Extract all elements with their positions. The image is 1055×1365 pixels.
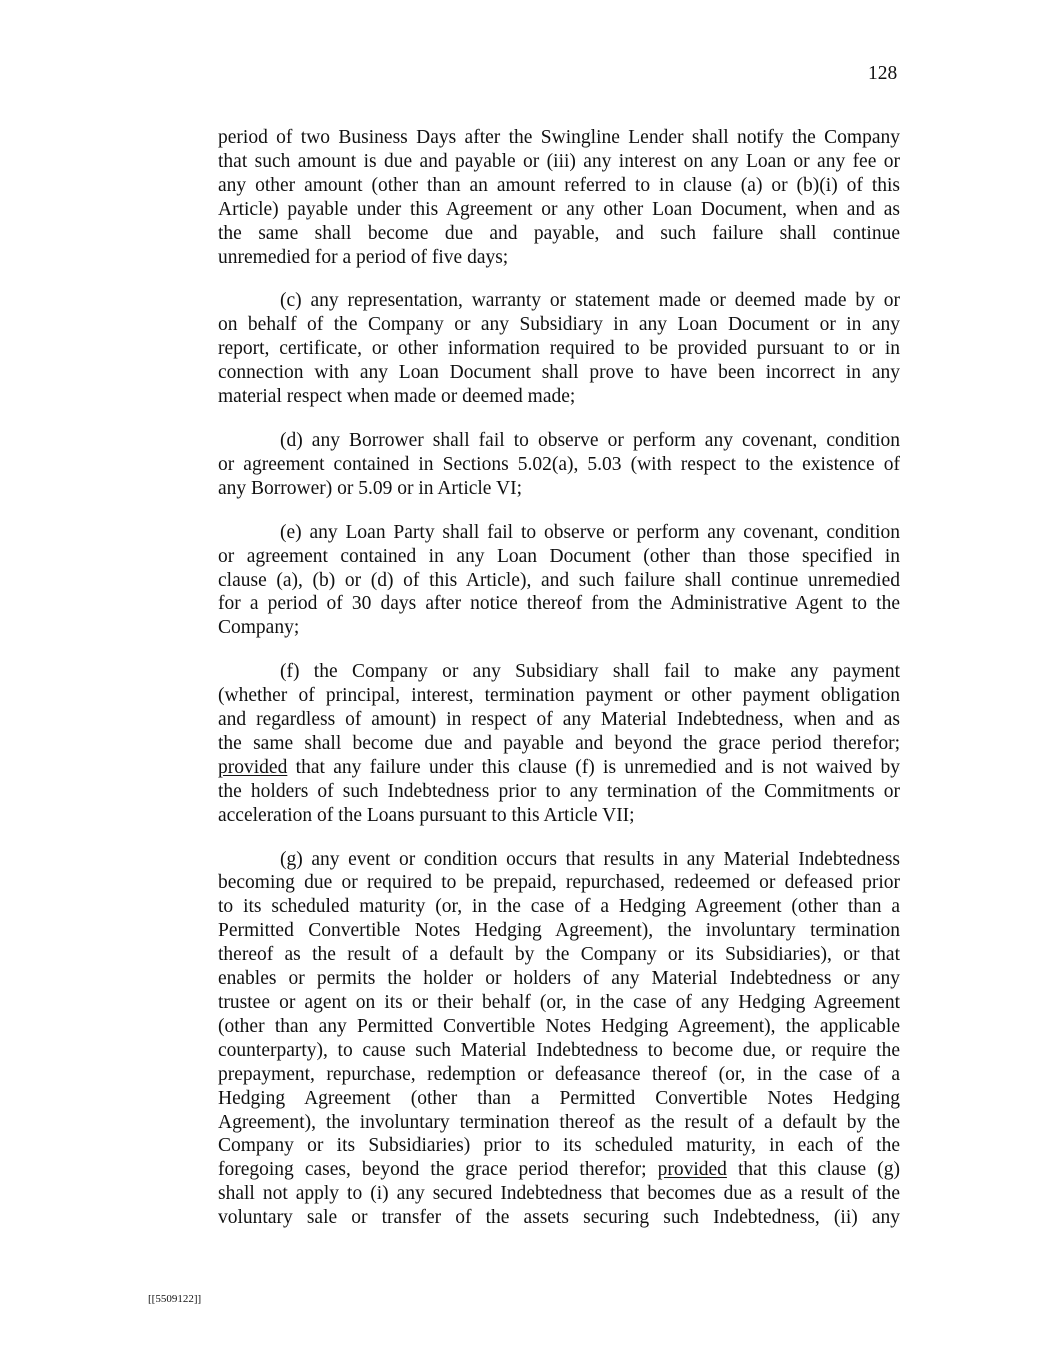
- text-line: shall not apply to (i) any secured Indebtedness that becomes due as a result of the: [218, 1183, 900, 1205]
- text-segment: foregoing cases, beyond the grace period therefor;: [218, 1159, 658, 1181]
- text-line: clause (a), (b) or (d) of this Article), and such failure shall continue unremedied: [218, 569, 900, 591]
- text-line: and regardless of amount) in respect of any Material Indebtedness, when and as: [218, 709, 900, 731]
- text-line: (other than any Permitted Convertible Notes Hedging Agreement), the applicable: [218, 1015, 900, 1037]
- text-line: any other amount (other than an amount referred to in clause (a) or (b)(i) of this: [218, 174, 900, 196]
- text-line: prepayment, repurchase, redemption or defeasance thereof (or, in the case of a: [218, 1063, 900, 1085]
- text-line: (c) any representation, warranty or statement made or deemed made by or: [280, 290, 900, 312]
- text-line: that such amount is due and payable or (iii) any interest on any Loan or any fee or: [218, 150, 900, 172]
- text-line: (d) any Borrower shall fail to observe or perform any covenant, condition: [280, 429, 900, 451]
- text-line: (f) the Company or any Subsidiary shall fail to make any payment: [280, 661, 900, 683]
- text-line: material respect when made or deemed made;: [218, 386, 576, 408]
- text-line: for a period of 30 days after notice thereof from the Administrative Agent to the: [218, 593, 900, 615]
- text-segment: that this clause (g): [726, 1159, 900, 1181]
- text-line: or agreement contained in Sections 5.02(a), 5.03 (with respect to the existence of: [218, 453, 900, 475]
- text-line: report, certificate, or other information required to be provided pursuant to or in: [218, 338, 900, 360]
- text-line: connection with any Loan Document shall prove to have been incorrect in any: [218, 362, 900, 384]
- text-line: the holders of such Indebtedness prior to any termination of the Commitments or: [218, 780, 900, 802]
- document-id-footer: [[5509122]]: [148, 1293, 202, 1305]
- text-line: the same shall become due and payable and beyond the grace period therefor;: [218, 732, 900, 754]
- text-line: Article) payable under this Agreement or any other Loan Document, when and as: [218, 198, 900, 220]
- text-line: Permitted Convertible Notes Hedging Agreement), the involuntary termination: [218, 920, 900, 942]
- text-line: to its scheduled maturity (or, in the case of a Hedging Agreement (other than a: [218, 896, 900, 918]
- paragraph: [218, 521, 900, 641]
- text-line: (e) any Loan Party shall fail to observe or perform any covenant, condition: [280, 521, 900, 543]
- underlined-term: provided: [218, 756, 288, 778]
- text-line: Hedging Agreement (other than a Permitted Convertible Notes Hedging: [218, 1087, 900, 1109]
- paragraph: [218, 289, 900, 409]
- text-line: unremedied for a period of five days;: [218, 246, 509, 268]
- text-line: counterparty), to cause such Material Indebtedness to become due, or require the: [218, 1039, 900, 1061]
- underlined-term: provided: [657, 1159, 727, 1181]
- text-line: any Borrower) or 5.09 or in Article VI;: [218, 477, 522, 499]
- page-number: 128: [868, 63, 898, 84]
- text-line: [218, 756, 900, 780]
- paragraph: [218, 429, 900, 501]
- text-line: Company;: [218, 617, 300, 639]
- text-line: trustee or agent on its or their behalf (or, in the case of any Hedging Agreement: [218, 992, 900, 1013]
- text-line: becoming due or required to be prepaid, repurchased, redeemed or defeased prior: [218, 872, 900, 894]
- text-line: (whether of principal, interest, termination payment or other payment obligation: [218, 685, 900, 707]
- paragraph: [218, 848, 900, 1231]
- text-line: acceleration of the Loans pursuant to this Article VII;: [218, 804, 635, 826]
- paragraph: [218, 126, 900, 269]
- text-line: Company or its Subsidiaries) prior to its scheduled maturity, in each of the: [218, 1135, 900, 1157]
- text-line: the same shall become due and payable, and such failure shall continue: [218, 222, 900, 244]
- text-line: voluntary sale or transfer of the assets securing such Indebtedness, (ii) any: [218, 1207, 900, 1229]
- text-line: [218, 1158, 900, 1182]
- body-text: [218, 126, 900, 1250]
- text-line: enables or permits the holder or holders of any Material Indebtedness or any: [218, 968, 900, 990]
- text-line: Agreement), the involuntary termination thereof as the result of a default by the: [218, 1111, 900, 1133]
- text-line: period of two Business Days after the Swingline Lender shall notify the Company: [218, 127, 900, 148]
- paragraph: [218, 660, 900, 827]
- text-line: (g) any event or condition occurs that results in any Material Indebtedness: [280, 848, 900, 870]
- text-line: on behalf of the Company or any Subsidiary in any Loan Document or in any: [218, 314, 900, 336]
- text-segment: that any failure under this clause (f) is unremedied and is not waived by: [287, 756, 900, 778]
- text-line: thereof as the result of a default by the Company or its Subsidiaries), or that: [218, 944, 900, 966]
- text-line: or agreement contained in any Loan Document (other than those specified in: [218, 545, 900, 567]
